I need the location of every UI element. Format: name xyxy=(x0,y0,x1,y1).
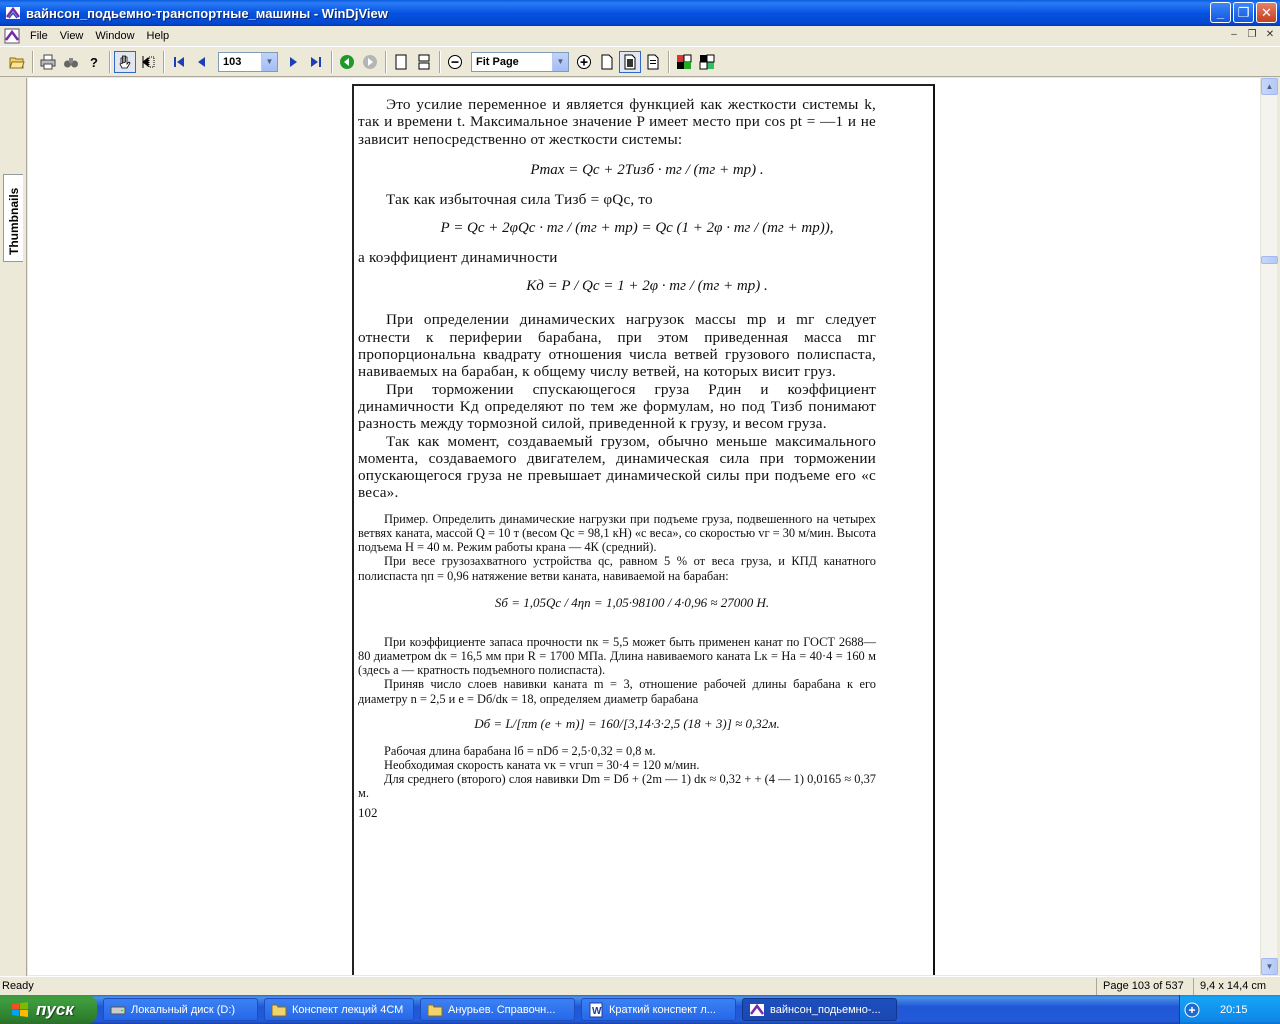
scroll-down-button[interactable]: ▼ xyxy=(1261,958,1278,975)
example-paragraph-1: Пример. Определить динамические нагрузки при подъеме груза, подвешенного на четырех ветвях каната, массой Q = 10 т (весом Qc = 98,1 кН) «с веса», со скоростью vг = 30 м/мин. Высота подъема H = 40 м. Режим работы крана — 4К (средний). xyxy=(358,511,876,555)
task-label: Конспект лекций 4СМ xyxy=(292,1003,404,1016)
display-mask-button[interactable] xyxy=(696,51,718,73)
next-page-icon xyxy=(285,54,301,70)
example-paragraph-2: При весе грузозахватного устройства qc, равном 5 % от веса груза, и КПД канатного полиспаста ηп = 0,96 натяжение ветви каната, навиваемой на барабан: xyxy=(358,554,876,583)
hand-tool-button[interactable] xyxy=(114,51,136,73)
example-paragraph-6: Необходимая скорость каната vк = vгuп = 30·4 = 120 м/мин. xyxy=(384,757,700,772)
windjview-app-icon xyxy=(5,5,21,21)
text-select-icon xyxy=(140,54,156,70)
word-document-icon xyxy=(588,1002,604,1018)
task-label: Локальный диск (D:) xyxy=(131,1003,236,1016)
drive-icon xyxy=(110,1002,126,1018)
single-page-button[interactable] xyxy=(390,51,412,73)
chevron-down-icon[interactable]: ▼ xyxy=(552,53,568,71)
paragraph-1: Это усилие переменное и является функцией как жесткости системы k, так и времени t. Максимальное значение P имеет место при cos pt = —1 и не зависит непосредственно от жесткости системы: xyxy=(358,96,876,148)
forward-button[interactable] xyxy=(359,51,381,73)
folder-icon xyxy=(271,1002,287,1018)
start-button[interactable] xyxy=(0,995,97,1024)
single-page-icon xyxy=(393,54,409,70)
menu-help[interactable]: Help xyxy=(146,29,170,42)
vertical-scrollbar[interactable] xyxy=(1260,78,1277,975)
page-icon xyxy=(599,54,615,70)
sidebar xyxy=(0,78,27,980)
last-page-button[interactable] xyxy=(305,51,327,73)
paragraph-2: Так как избыточная сила Tизб = φQc, то xyxy=(386,190,653,208)
taskbar-item-lecture-notes[interactable] xyxy=(264,998,414,1021)
page-number-value[interactable]: 103 xyxy=(223,55,242,68)
minimize-button[interactable]: _ xyxy=(1210,2,1231,23)
previous-page-button[interactable] xyxy=(191,51,213,73)
back-arrow-icon xyxy=(339,54,355,70)
zoom-out-button[interactable] xyxy=(444,51,466,73)
menu-bar xyxy=(0,26,1280,45)
formula-kd: Kд = P / Qc = 1 + 2φ · mг / (mг + mр) . xyxy=(526,278,768,295)
page-number-combo[interactable] xyxy=(218,52,278,72)
zoom-out-icon xyxy=(447,54,463,70)
zoom-in-button[interactable] xyxy=(573,51,595,73)
continuous-button[interactable] xyxy=(413,51,435,73)
thumbnails-tab[interactable] xyxy=(3,174,23,262)
start-label: пуск xyxy=(36,999,74,1019)
fit-width-icon xyxy=(645,54,661,70)
fit-page-icon xyxy=(622,54,638,70)
display-color-button[interactable] xyxy=(673,51,695,73)
forward-arrow-icon xyxy=(362,54,378,70)
network-icon[interactable] xyxy=(1184,1002,1200,1018)
hand-icon xyxy=(117,54,133,70)
scroll-up-button[interactable]: ▲ xyxy=(1261,78,1278,95)
formula-db: Dб = L/[πm (e + m)] = 160/[3,14·3·2,5 (18 + 3)] ≈ 0,32м. xyxy=(474,715,780,731)
print-button[interactable] xyxy=(37,51,59,73)
windjview-icon xyxy=(749,1002,765,1018)
page-footer-number: 102 xyxy=(358,804,378,820)
fit-width-button[interactable] xyxy=(642,51,664,73)
first-page-button[interactable] xyxy=(168,51,190,73)
menu-view[interactable]: View xyxy=(59,29,84,42)
system-tray xyxy=(1179,995,1280,1024)
example-paragraph-4: Приняв число слоев навивки каната m = 3, отношение рабочей длины барабана к его диаметру n = 2,5 и e = Dб/dк = 18, определяем диаметр барабана xyxy=(358,677,876,706)
status-size: 9,4 x 14,4 cm xyxy=(1193,978,1280,995)
formula-pmax: Pmax = Qc + 2Tизб · mг / (mг + mр) . xyxy=(530,161,764,178)
example-paragraph-7: Для среднего (второго) слоя навивки Dm = Dб + (2m — 1) dк ≈ 0,32 + + (4 — 1) 0,0165 ≈ 0,37 м. xyxy=(358,772,876,801)
next-page-button[interactable] xyxy=(282,51,304,73)
status-text: Ready xyxy=(2,980,34,992)
actual-size-button[interactable] xyxy=(596,51,618,73)
open-button[interactable] xyxy=(6,51,28,73)
printer-icon xyxy=(40,54,56,70)
binoculars-icon xyxy=(63,54,79,70)
window-title: вайнсон_подьемно-транспортные_машины - WinDjView xyxy=(26,5,388,21)
status-bar xyxy=(0,976,1280,995)
formula-sb: Sб = 1,05Qc / 4ηп = 1,05·98100 / 4·0,96 ≈ 27000 Н. xyxy=(494,594,770,610)
zoom-value[interactable]: Fit Page xyxy=(476,55,519,68)
help-cursor-icon xyxy=(86,54,102,70)
fit-page-button[interactable] xyxy=(619,51,641,73)
taskbar-item-anuriev[interactable] xyxy=(420,998,575,1021)
document-page[interactable] xyxy=(352,84,935,975)
select-tool-button[interactable] xyxy=(137,51,159,73)
color-mode-icon xyxy=(676,54,692,70)
task-label: Анурьев. Справочн... xyxy=(448,1003,556,1016)
taskbar xyxy=(0,995,1280,1024)
paragraph-4: При определении динамических нагрузок массы mр и mг следует отнести к периферии барабана, при этом приведенная масса mг пропорциональна квадрату отношения числа ветвей грузового полиспаста, навиваемых на барабан, к общему числу ветвей, на которых висит груз. xyxy=(358,311,876,381)
back-button[interactable] xyxy=(336,51,358,73)
folder-open-icon xyxy=(9,54,25,70)
status-page: Page 103 of 537 xyxy=(1096,978,1193,995)
layers-icon xyxy=(699,54,715,70)
example-paragraph-5: Рабочая длина барабана lб = nDб = 2,5·0,32 = 0,8 м. xyxy=(384,743,656,758)
paragraph-3: а коэффициент динамичности xyxy=(358,249,558,267)
taskbar-item-brief-notes[interactable] xyxy=(581,998,736,1021)
paragraph-5: При торможении спускающегося груза Pдин и коэффициент динамичности Kд определяют по тем же формулам, но под Tизб понимают разность между тормозной силой, приведенной к грузу, и весом груза. xyxy=(358,380,876,433)
menu-window[interactable]: Window xyxy=(95,29,135,42)
document-icon[interactable] xyxy=(4,28,20,44)
task-label: Краткий конспект л... xyxy=(609,1003,716,1016)
zoom-combo[interactable] xyxy=(471,52,569,72)
previous-page-icon xyxy=(194,54,210,70)
clock[interactable]: 20:15 xyxy=(1220,1003,1248,1016)
maximize-button[interactable]: ❐ xyxy=(1233,2,1254,23)
last-page-icon xyxy=(308,54,324,70)
svg-text:W: W xyxy=(592,1005,602,1017)
paragraph-6: Так как момент, создаваемый грузом, обычно меньше максимального момента, создаваемого двигателем, динамическая сила при торможении опускающегося груза не превышает динамической силы при подъеме его «с веса». xyxy=(358,432,876,502)
taskbar-item-local-disk[interactable] xyxy=(103,998,258,1021)
svg-text:?: ? xyxy=(90,54,98,70)
first-page-icon xyxy=(171,54,187,70)
scroll-thumb[interactable] xyxy=(1261,256,1278,264)
toolbar xyxy=(0,46,1280,77)
thumbnails-tab-label: Thumbnails xyxy=(7,187,21,255)
find-button[interactable] xyxy=(60,51,82,73)
doc-restore-button[interactable]: ❐ xyxy=(1247,29,1257,40)
page-content xyxy=(358,96,876,821)
taskbar-item-windjview[interactable] xyxy=(742,998,897,1021)
zoom-in-icon xyxy=(576,54,592,70)
doc-minimize-button[interactable]: ‒ xyxy=(1231,29,1237,40)
formula-p: P = Qc + 2φQc · mг / (mг + mр) = Qc (1 + 2φ · mг / (mг + mр)), xyxy=(440,220,834,237)
title-bar xyxy=(0,0,1280,26)
close-button[interactable]: ✕ xyxy=(1256,2,1277,23)
folder-icon xyxy=(427,1002,443,1018)
menu-file[interactable]: File xyxy=(30,29,48,42)
chevron-down-icon[interactable]: ▼ xyxy=(261,53,277,71)
task-label: вайнсон_подьемно-... xyxy=(770,1003,881,1016)
doc-close-button[interactable]: ✕ xyxy=(1265,29,1275,40)
whats-this-button[interactable] xyxy=(83,51,105,73)
example-paragraph-3: При коэффициенте запаса прочности nк = 5,5 может быть применен канат по ГОСТ 2688—80 диаметром dк = 16,5 мм при R = 1700 МПа. Длина навиваемого каната Lк = Ha = 40·4 = 160 м (здесь a — кратность подъемного полиспаста). xyxy=(358,634,876,678)
windows-logo-icon xyxy=(10,1000,30,1020)
document-view[interactable] xyxy=(28,78,1260,975)
continuous-pages-icon xyxy=(416,54,432,70)
